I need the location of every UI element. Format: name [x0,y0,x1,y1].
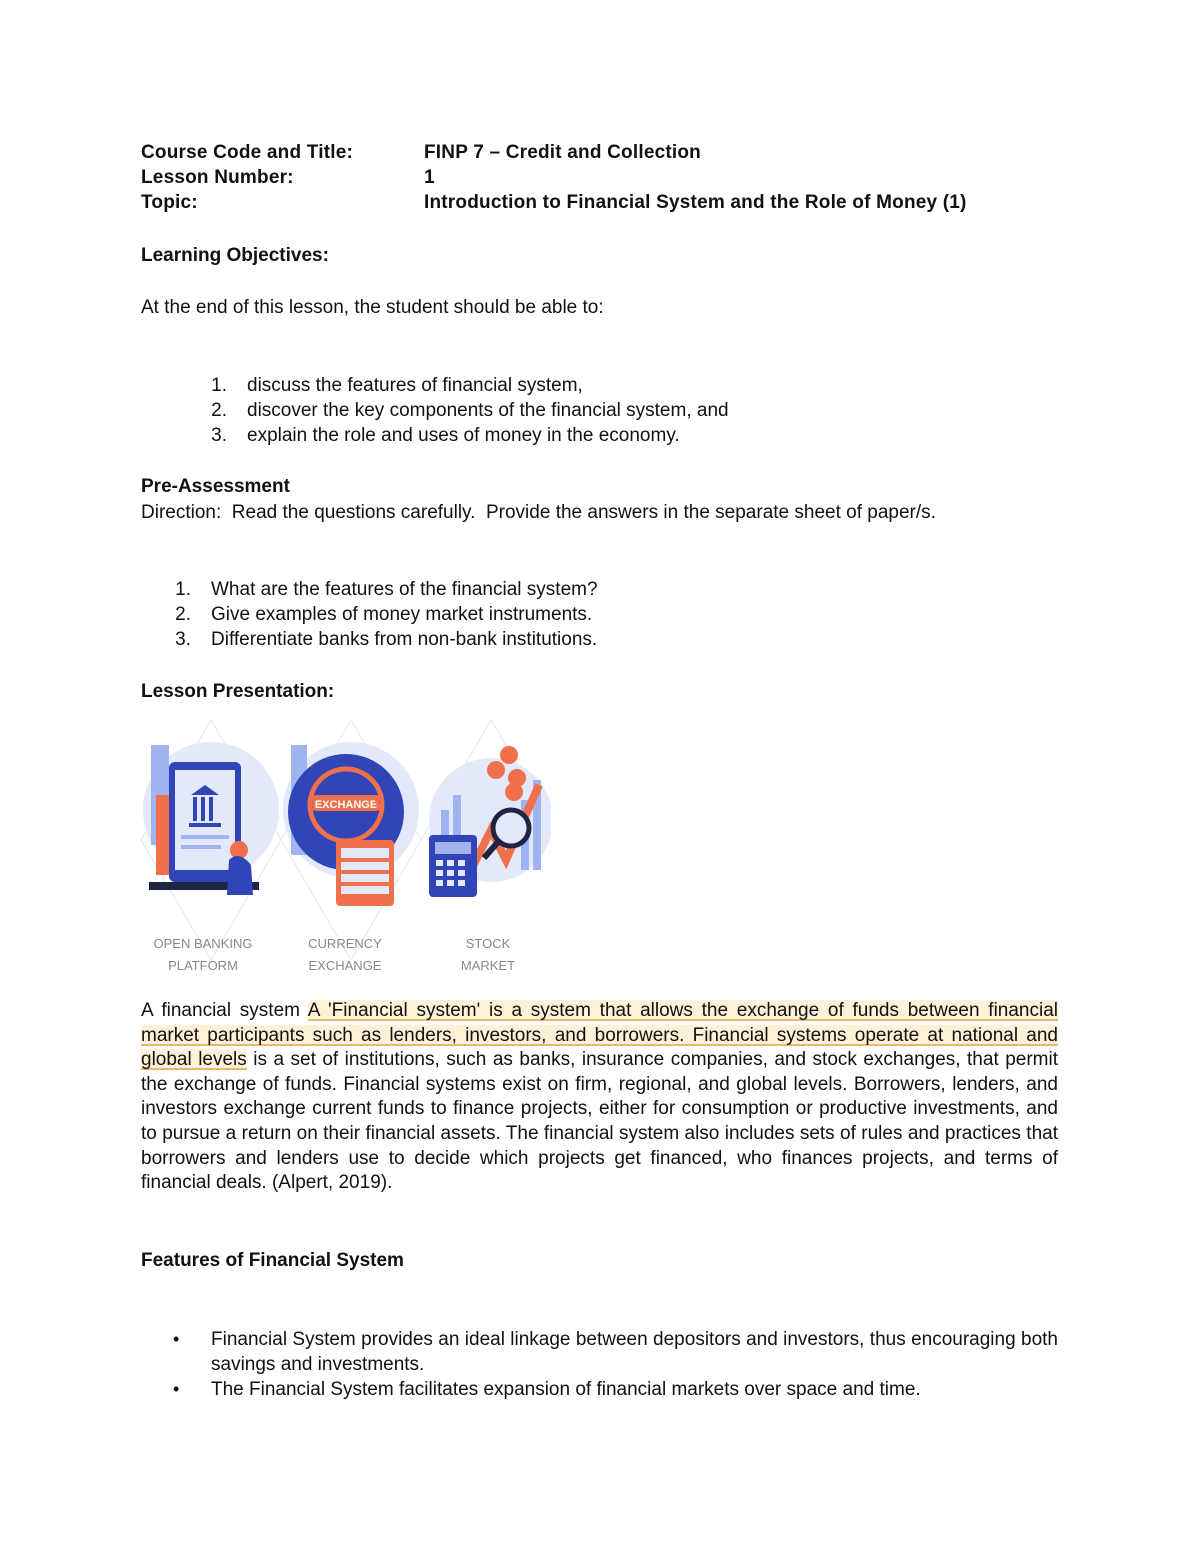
panel-2-label-line1: CURRENCY [308,936,382,951]
topic-value: Introduction to Financial System and the Role of Money (1) [424,192,967,213]
illustration-svg [141,700,551,995]
list-number: 1. [211,375,227,396]
pre-assessment-direction: Direction: Read the questions carefully. Provide the answers in the separate sheet of paper/s. [141,502,936,523]
list-text: explain the role and uses of money in the economy. [247,425,680,446]
list-number: 1. [175,579,191,600]
pre-assessment-list [141,577,1058,652]
list-item [141,423,1058,448]
list-text: discover the key components of the financial system, and [247,400,729,421]
financial-system-paragraph [141,999,1058,1196]
panel-1-label-line1: OPEN BANKING [153,936,253,951]
panel-3-label-line1: STOCK [465,936,511,951]
features-list [141,1327,1058,1402]
pre-assessment-heading: Pre-Assessment [141,476,290,497]
lesson-value: 1 [424,167,435,188]
list-item [141,1327,1058,1377]
list-text: The Financial System facilitates expansion of financial markets over space and time. [211,1379,921,1400]
list-text: Financial System provides an ideal linkage between depositors and investors, thus encouraging both savings and investments. [211,1329,1058,1375]
panel-1-label-line2: PLATFORM [168,958,238,973]
list-number: 2. [211,400,227,421]
lesson-illustration [141,700,551,995]
svg-text:¥: ¥ [375,797,383,813]
list-item [141,398,1058,423]
list-text: What are the features of the financial system? [211,579,598,600]
objectives-list [141,373,1058,448]
course-value: FINP 7 – Credit and Collection [424,142,701,163]
stock-chart-icon [429,746,551,897]
bank-laptop-icon [143,742,279,895]
lesson-row [141,167,1058,191]
bullet-icon: • [173,1379,180,1399]
panel-3-label-line2: MARKET [460,958,516,973]
exchange-badge: EXCHANGE [314,799,378,811]
topic-label: Topic: [141,192,198,213]
lesson-heading: Lesson Presentation: [141,681,335,702]
list-number: 2. [175,604,191,625]
panel-2-label-line2: EXCHANGE [308,958,382,973]
list-text: Give examples of money market instruments. [211,604,593,625]
paragraph-start: A financial system [141,1000,308,1021]
list-text: Differentiate banks from non-bank institutions. [211,629,598,650]
objectives-heading: Learning Objectives: [141,245,329,266]
svg-text:$: $ [307,797,316,814]
list-text: discuss the features of financial system, [247,375,583,396]
topic-row [141,192,1058,216]
bullet-icon: • [173,1329,180,1349]
list-item [141,627,1058,652]
list-item [141,373,1058,398]
highlighted-definition: A 'Financial system' is a system that allows the exchange of funds between financial market participants such as lenders, investors, and borrowers. Financial systems operate at national and global levels [141,1000,1059,1071]
list-item [141,1377,1058,1402]
course-label: Course Code and Title: [141,142,354,163]
paragraph-rest: is a set of institutions, such as banks, insurance companies, and stock exchanges, that permit the exchange of funds. Financial systems exist on firm, regional, and global levels. Borrowers, lenders, and investors exchange current funds to finance projects, either for consumption or productive investments, and to pursue a return on their financial assets. The financial system also includes sets of rules and practices that borrowers and lenders use to decide which projects get financed, who finances projects, and terms of financial deals. (Alpert, 2019). [141,1049,1058,1194]
lesson-label: Lesson Number: [141,167,294,188]
list-number: 3. [211,425,227,446]
list-item [141,602,1058,627]
course-row [141,142,1058,166]
features-heading: Features of Financial System [141,1250,404,1271]
list-item [141,577,1058,602]
currency-exchange-icon [283,742,419,906]
objectives-intro: At the end of this lesson, the student should be able to: [141,297,604,318]
list-number: 3. [175,629,191,650]
